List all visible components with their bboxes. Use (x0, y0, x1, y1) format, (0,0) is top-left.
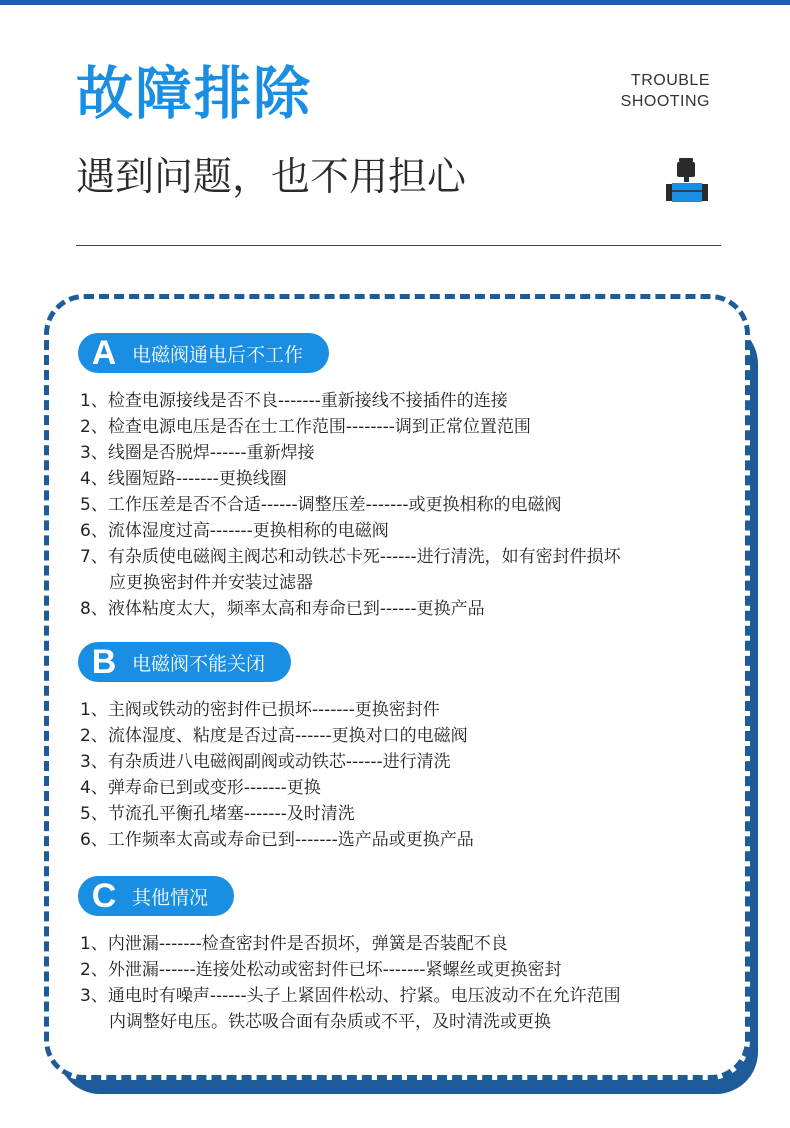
list-item: 4、弹寿命已到或变形-------更换 (80, 778, 321, 798)
section-b-list (80, 697, 730, 853)
list-item-continuation (80, 570, 730, 596)
list-item: 1、主阀或铁动的密封件已损坏-------更换密封件 (80, 700, 440, 720)
section-c-letter: C (91, 877, 117, 915)
page-title-english (621, 70, 710, 112)
list-item-continuation-text: 应更换密封件并安装过滤器 (109, 573, 313, 593)
list-item: 2、检查电源电压是否在士工作范围--------调到正常位置范围 (80, 417, 531, 437)
section-b-letter: B (91, 643, 117, 681)
section-c-badge (78, 876, 234, 916)
list-item: 6、流体湿度过高-------更换相称的电磁阀 (80, 521, 389, 541)
list-item: 3、线圈是否脱焊------重新焊接 (80, 443, 315, 463)
list-item: 5、工作压差是否不合适------调整压差-------或更换相称的电磁阀 (80, 495, 562, 515)
list-item: 2、流体湿度、粘度是否过高------更换对口的电磁阀 (80, 726, 468, 746)
list-item: 8、液体粘度太大，频率太高和寿命已到------更换产品 (80, 599, 485, 619)
list-item: 3、有杂质进八电磁阀副阀或动铁芯------进行清洗 (80, 752, 451, 772)
list-item-continuation-text: 内调整好电压。铁芯吸合面有杂质或不平，及时清洗或更换 (109, 1012, 551, 1032)
list-item: 3、通电时有噪声------头子上紧固件松动、拧紧。电压波动不在允许范围 (80, 986, 621, 1006)
section-a-badge (78, 333, 329, 373)
valve-icon (664, 156, 710, 204)
section-b-title: 电磁阀不能关闭 (132, 652, 266, 675)
title-en-line1: TROUBLE (630, 72, 710, 89)
section-a-letter: A (91, 334, 117, 372)
top-accent-bar (0, 0, 790, 5)
page-subtitle: 遇到问题，也不用担心 (76, 155, 467, 200)
list-item: 1、内泄漏-------检查密封件是否损坏，弹簧是否装配不良 (80, 934, 508, 954)
list-item: 5、节流孔平衡孔堵塞-------及时清洗 (80, 804, 355, 824)
section-c-list (80, 931, 730, 1035)
page-title: 故障排除 (76, 61, 312, 127)
list-item: 1、检查电源接线是否不良-------重新接线不接插件的连接 (80, 391, 508, 411)
list-item: 7、有杂质使电磁阀主阀芯和动铁芯卡死------进行清洗，如有密封件损坏 (80, 547, 621, 567)
section-b-badge (78, 642, 291, 682)
list-item: 2、外泄漏------连接处松动或密封件已坏-------紧螺丝或更换密封 (80, 960, 562, 980)
list-item: 6、工作频率太高或寿命已到-------选产品或更换产品 (80, 830, 474, 850)
title-en-line2: SHOOTING (620, 93, 710, 110)
section-a-list (80, 388, 730, 622)
header-divider (76, 245, 721, 246)
section-a-title: 电磁阀通电后不工作 (132, 343, 304, 366)
section-c-title: 其他情况 (132, 886, 209, 909)
list-item-continuation (80, 1009, 730, 1035)
list-item: 4、线圈短路-------更换线圈 (80, 469, 287, 489)
